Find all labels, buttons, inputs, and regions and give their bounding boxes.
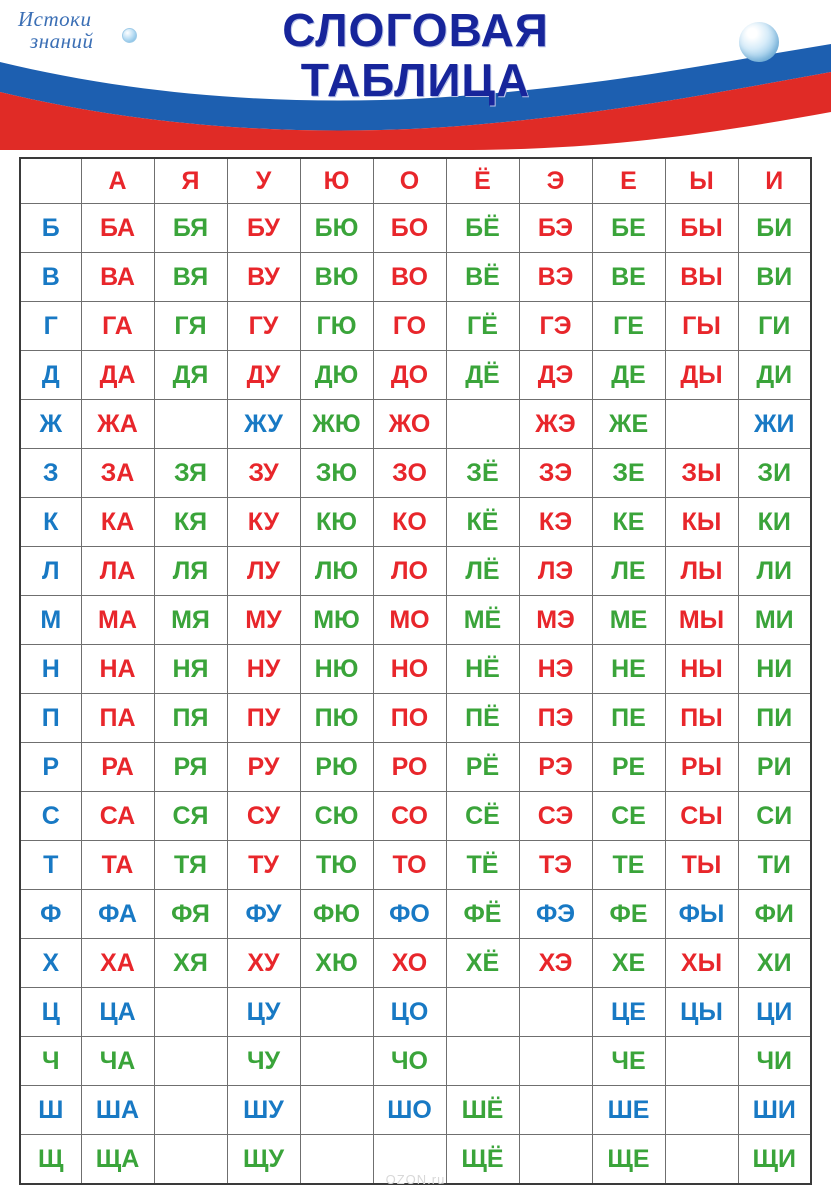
syllable-cell: НО (373, 645, 446, 694)
syllable-cell: ФЫ (665, 890, 738, 939)
syllable-cell: РУ (227, 743, 300, 792)
syllable-cell: ЧУ (227, 1037, 300, 1086)
row-header-consonant: К (20, 498, 81, 547)
syllable-cell: ВЫ (665, 253, 738, 302)
row-header-consonant: Л (20, 547, 81, 596)
syllable-cell (665, 400, 738, 449)
syllable-cell: ЗЭ (519, 449, 592, 498)
table-row (20, 988, 811, 1037)
syllable-cell: ТЫ (665, 841, 738, 890)
syllable-cell: ТЮ (300, 841, 373, 890)
syllable-cell: НУ (227, 645, 300, 694)
syllable-cell: ШИ (738, 1086, 811, 1135)
syllable-cell: ХЮ (300, 939, 373, 988)
syllable-cell: ЦУ (227, 988, 300, 1037)
table-row (20, 253, 811, 302)
syllable-cell: ТА (81, 841, 154, 890)
table-row (20, 351, 811, 400)
syllable-cell: ЛЮ (300, 547, 373, 596)
watermark: OZON.ru (385, 1172, 446, 1187)
syllable-cell: ВИ (738, 253, 811, 302)
syllable-cell: ФЭ (519, 890, 592, 939)
syllable-cell: ГО (373, 302, 446, 351)
syllable-cell: ЛЯ (154, 547, 227, 596)
row-header-consonant: М (20, 596, 81, 645)
syllable-cell: ХЭ (519, 939, 592, 988)
syllable-cell: ДЯ (154, 351, 227, 400)
row-header-consonant: П (20, 694, 81, 743)
syllable-cell: НЫ (665, 645, 738, 694)
syllable-cell: ХЁ (446, 939, 519, 988)
syllable-cell: БЮ (300, 204, 373, 253)
syllable-cell: ЗЯ (154, 449, 227, 498)
syllable-cell (154, 1086, 227, 1135)
syllable-cell: БО (373, 204, 446, 253)
syllable-cell: ХУ (227, 939, 300, 988)
syllable-cell: ПУ (227, 694, 300, 743)
row-header-consonant: Ж (20, 400, 81, 449)
syllable-cell: СЁ (446, 792, 519, 841)
syllable-cell: СИ (738, 792, 811, 841)
syllable-cell: МА (81, 596, 154, 645)
syllable-cell: ГЕ (592, 302, 665, 351)
syllable-cell: ПО (373, 694, 446, 743)
syllable-cell (446, 988, 519, 1037)
syllable-cell: ШЕ (592, 1086, 665, 1135)
syllable-cell: НЭ (519, 645, 592, 694)
syllable-cell: ЗА (81, 449, 154, 498)
syllable-cell: ШО (373, 1086, 446, 1135)
syllable-cell: ЗЕ (592, 449, 665, 498)
syllable-cell: ВЮ (300, 253, 373, 302)
syllable-cell: НЮ (300, 645, 373, 694)
syllable-cell: ЗУ (227, 449, 300, 498)
syllable-cell: ТО (373, 841, 446, 890)
syllable-cell: МЭ (519, 596, 592, 645)
column-header-2: Я (154, 158, 227, 204)
syllable-cell: МЯ (154, 596, 227, 645)
syllable-cell: МЕ (592, 596, 665, 645)
table-row (20, 694, 811, 743)
syllable-cell: ВЁ (446, 253, 519, 302)
table-row (20, 939, 811, 988)
syllable-cell: ФИ (738, 890, 811, 939)
table-row (20, 596, 811, 645)
syllable-cell: ВО (373, 253, 446, 302)
syllable-cell: ВА (81, 253, 154, 302)
brand-line-1: Истоки (18, 7, 92, 31)
syllable-cell: ТУ (227, 841, 300, 890)
table-row (20, 743, 811, 792)
page-header (0, 0, 831, 150)
syllable-cell: ПЯ (154, 694, 227, 743)
row-header-consonant: Р (20, 743, 81, 792)
syllable-cell: КЯ (154, 498, 227, 547)
syllable-cell: ДЁ (446, 351, 519, 400)
row-header-consonant: Щ (20, 1135, 81, 1185)
syllable-cell: ФЮ (300, 890, 373, 939)
syllable-cell: СЮ (300, 792, 373, 841)
syllable-cell: ЛУ (227, 547, 300, 596)
table-row (20, 1086, 811, 1135)
row-header-consonant: Ш (20, 1086, 81, 1135)
syllable-cell: ЖЕ (592, 400, 665, 449)
page-title-line-2: ТАБЛИЦА (300, 53, 531, 106)
row-header-consonant: Ф (20, 890, 81, 939)
syllable-cell: МЮ (300, 596, 373, 645)
syllable-cell: ФО (373, 890, 446, 939)
syllable-cell: РЁ (446, 743, 519, 792)
syllable-cell: ТЕ (592, 841, 665, 890)
syllable-cell: СА (81, 792, 154, 841)
syllable-cell: МО (373, 596, 446, 645)
row-header-consonant: Н (20, 645, 81, 694)
row-header-consonant: З (20, 449, 81, 498)
syllable-cell (519, 1086, 592, 1135)
syllable-cell: НЯ (154, 645, 227, 694)
row-header-consonant: Д (20, 351, 81, 400)
syllable-cell: МИ (738, 596, 811, 645)
syllable-cell: ЖЭ (519, 400, 592, 449)
syllable-cell: ПЕ (592, 694, 665, 743)
syllable-cell (300, 988, 373, 1037)
syllable-cell: СУ (227, 792, 300, 841)
syllable-cell: ЧО (373, 1037, 446, 1086)
column-header-1: А (81, 158, 154, 204)
water-drop-icon (739, 22, 779, 62)
syllable-cell: РО (373, 743, 446, 792)
syllable-cell: ДЫ (665, 351, 738, 400)
syllable-cell: ВЯ (154, 253, 227, 302)
syllable-cell: ЗЮ (300, 449, 373, 498)
syllable-cell: ФЕ (592, 890, 665, 939)
syllable-cell: ЖЮ (300, 400, 373, 449)
syllable-cell: ЛИ (738, 547, 811, 596)
syllable-cell: ЛЁ (446, 547, 519, 596)
syllable-cell: ЦА (81, 988, 154, 1037)
syllable-cell: МЫ (665, 596, 738, 645)
table-row (20, 400, 811, 449)
syllable-cell: ЦЕ (592, 988, 665, 1037)
syllable-cell: ША (81, 1086, 154, 1135)
syllable-cell: ЗО (373, 449, 446, 498)
syllable-cell: ТЁ (446, 841, 519, 890)
column-header-9: Ы (665, 158, 738, 204)
syllable-cell: ХО (373, 939, 446, 988)
syllable-cell: ТИ (738, 841, 811, 890)
syllable-cell: ТЯ (154, 841, 227, 890)
syllable-cell: ЩА (81, 1135, 154, 1185)
syllable-table-container (19, 157, 812, 1185)
syllable-cell: КО (373, 498, 446, 547)
syllable-cell: КУ (227, 498, 300, 547)
syllable-cell: ЧИ (738, 1037, 811, 1086)
table-row (20, 204, 811, 253)
syllable-cell: ДА (81, 351, 154, 400)
syllable-cell: ФА (81, 890, 154, 939)
syllable-cell: ГЁ (446, 302, 519, 351)
table-row (20, 302, 811, 351)
syllable-cell: ПА (81, 694, 154, 743)
column-header-8: Е (592, 158, 665, 204)
syllable-cell: ХИ (738, 939, 811, 988)
syllable-cell: ХЕ (592, 939, 665, 988)
table-row (20, 792, 811, 841)
column-header-6: Ё (446, 158, 519, 204)
syllable-cell (519, 1037, 592, 1086)
syllable-table (19, 157, 812, 1185)
table-row (20, 547, 811, 596)
syllable-cell (665, 1037, 738, 1086)
syllable-cell: ГЮ (300, 302, 373, 351)
column-header-3: У (227, 158, 300, 204)
syllable-cell: БЯ (154, 204, 227, 253)
syllable-cell: СЕ (592, 792, 665, 841)
syllable-cell: БУ (227, 204, 300, 253)
table-row (20, 1037, 811, 1086)
table-row (20, 890, 811, 939)
syllable-cell (154, 1037, 227, 1086)
syllable-cell: МЁ (446, 596, 519, 645)
row-header-consonant: Б (20, 204, 81, 253)
syllable-cell: ГЯ (154, 302, 227, 351)
syllable-cell (519, 988, 592, 1037)
table-corner-cell (20, 158, 81, 204)
syllable-cell: ДО (373, 351, 446, 400)
syllable-cell: ГЫ (665, 302, 738, 351)
syllable-cell: ПЮ (300, 694, 373, 743)
syllable-cell: КЮ (300, 498, 373, 547)
syllable-cell: ГЭ (519, 302, 592, 351)
syllable-cell: ГУ (227, 302, 300, 351)
syllable-cell: СЯ (154, 792, 227, 841)
syllable-cell: РЫ (665, 743, 738, 792)
table-header-row (20, 158, 811, 204)
table-row (20, 498, 811, 547)
syllable-cell (446, 1037, 519, 1086)
syllable-cell: МУ (227, 596, 300, 645)
syllable-cell: РИ (738, 743, 811, 792)
row-header-consonant: В (20, 253, 81, 302)
syllable-cell: СЫ (665, 792, 738, 841)
syllable-cell: ЦИ (738, 988, 811, 1037)
syllable-cell: ДЕ (592, 351, 665, 400)
syllable-cell: РЕ (592, 743, 665, 792)
row-header-consonant: Ц (20, 988, 81, 1037)
syllable-cell: ЛЕ (592, 547, 665, 596)
syllable-cell: ЖА (81, 400, 154, 449)
table-row (20, 645, 811, 694)
row-header-consonant: С (20, 792, 81, 841)
syllable-cell: КЭ (519, 498, 592, 547)
syllable-cell (154, 400, 227, 449)
syllable-cell: РЮ (300, 743, 373, 792)
syllable-cell: КА (81, 498, 154, 547)
syllable-cell: ЖО (373, 400, 446, 449)
syllable-cell: БА (81, 204, 154, 253)
syllable-cell: ЩИ (738, 1135, 811, 1185)
syllable-cell: ФЁ (446, 890, 519, 939)
column-header-5: О (373, 158, 446, 204)
syllable-cell: ЛА (81, 547, 154, 596)
syllable-cell: ЩЕ (592, 1135, 665, 1185)
syllable-cell: КЕ (592, 498, 665, 547)
syllable-cell: ВУ (227, 253, 300, 302)
column-header-7: Э (519, 158, 592, 204)
syllable-cell: ФУ (227, 890, 300, 939)
syllable-cell: ВЭ (519, 253, 592, 302)
syllable-cell: БИ (738, 204, 811, 253)
syllable-cell: КИ (738, 498, 811, 547)
syllable-cell: ЗЫ (665, 449, 738, 498)
syllable-cell: ШУ (227, 1086, 300, 1135)
syllable-cell: БЭ (519, 204, 592, 253)
page-title-line-1: СЛОГОВАЯ (282, 4, 549, 56)
syllable-cell: ЦЫ (665, 988, 738, 1037)
syllable-cell: НЁ (446, 645, 519, 694)
syllable-cell: ЛО (373, 547, 446, 596)
syllable-cell: НЕ (592, 645, 665, 694)
syllable-cell: НА (81, 645, 154, 694)
syllable-cell: ЛЫ (665, 547, 738, 596)
syllable-cell: БЁ (446, 204, 519, 253)
syllable-cell: РА (81, 743, 154, 792)
syllable-cell: НИ (738, 645, 811, 694)
syllable-cell: ДЮ (300, 351, 373, 400)
syllable-cell: ДЭ (519, 351, 592, 400)
syllable-cell (300, 1037, 373, 1086)
syllable-cell: ПИ (738, 694, 811, 743)
syllable-cell (300, 1086, 373, 1135)
page-title (0, 6, 831, 105)
syllable-cell: ЗИ (738, 449, 811, 498)
brand-line-2: знаний (30, 29, 94, 54)
syllable-cell: ЩЁ (446, 1135, 519, 1185)
syllable-cell: СЭ (519, 792, 592, 841)
syllable-cell: ЧЕ (592, 1037, 665, 1086)
row-header-consonant: Ч (20, 1037, 81, 1086)
row-header-consonant: Г (20, 302, 81, 351)
syllable-cell: ШЁ (446, 1086, 519, 1135)
syllable-cell: ТЭ (519, 841, 592, 890)
syllable-cell: ЧА (81, 1037, 154, 1086)
syllable-cell: РЭ (519, 743, 592, 792)
syllable-cell: ЗЁ (446, 449, 519, 498)
column-header-10: И (738, 158, 811, 204)
syllable-cell: ЖИ (738, 400, 811, 449)
syllable-cell: ДИ (738, 351, 811, 400)
syllable-cell: ХЫ (665, 939, 738, 988)
syllable-cell (446, 400, 519, 449)
row-header-consonant: Х (20, 939, 81, 988)
syllable-cell: ФЯ (154, 890, 227, 939)
row-header-consonant: Т (20, 841, 81, 890)
column-header-4: Ю (300, 158, 373, 204)
syllable-cell: ЛЭ (519, 547, 592, 596)
syllable-cell: ХЯ (154, 939, 227, 988)
syllable-cell: БЫ (665, 204, 738, 253)
syllable-cell: ЩУ (227, 1135, 300, 1185)
syllable-cell: ДУ (227, 351, 300, 400)
syllable-cell: ПЫ (665, 694, 738, 743)
syllable-cell: РЯ (154, 743, 227, 792)
syllable-cell: ГИ (738, 302, 811, 351)
table-row (20, 449, 811, 498)
syllable-cell: ПЭ (519, 694, 592, 743)
table-row (20, 841, 811, 890)
syllable-cell: КЁ (446, 498, 519, 547)
syllable-cell: ХА (81, 939, 154, 988)
syllable-cell: ВЕ (592, 253, 665, 302)
syllable-cell: КЫ (665, 498, 738, 547)
syllable-cell: ЦО (373, 988, 446, 1037)
syllable-cell: ГА (81, 302, 154, 351)
syllable-cell: ЖУ (227, 400, 300, 449)
syllable-cell: ПЁ (446, 694, 519, 743)
syllable-cell (665, 1086, 738, 1135)
syllable-cell: СО (373, 792, 446, 841)
syllable-cell (154, 988, 227, 1037)
syllable-cell: БЕ (592, 204, 665, 253)
